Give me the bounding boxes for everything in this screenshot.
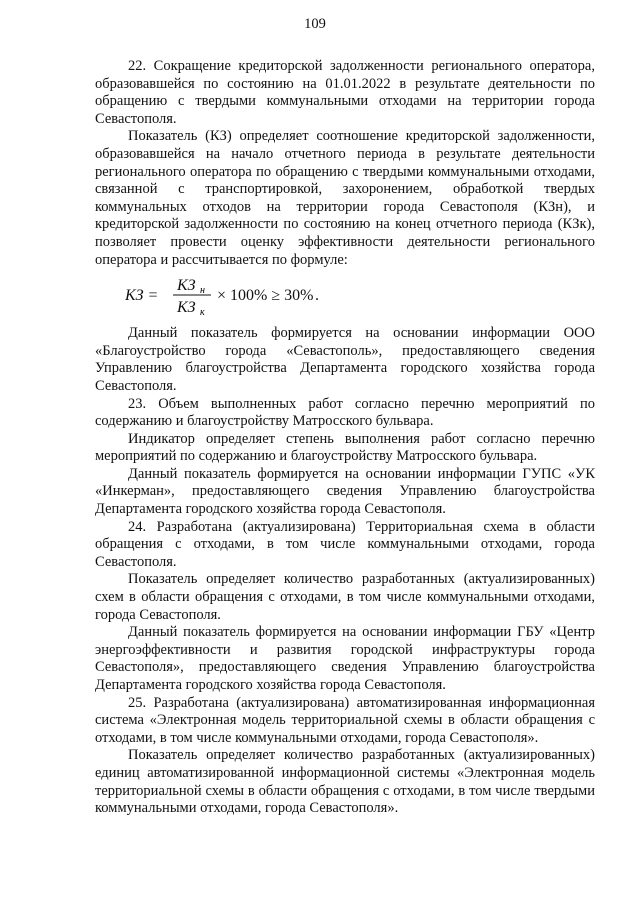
paragraph-item-25-title: 25. Разработана (актуализирована) автоматизированная информационная система «Электронная модель территориальной схемы в области обращения с отходами, в том числе коммунальными отходами, города Севастополя».: [95, 694, 595, 746]
paragraph-data-source-24: Данный показатель формируется на основании информации ГБУ «Центр энергоэффективности и развития городской инфраструктуры города Севастополя», предоставляющего сведения Управлению благоустройства Департамента городского хозяйства города Севастополя.: [95, 624, 595, 693]
paragraph-indicator-25: Показатель определяет количество разработанных (актуализированных) единиц автоматизированной информационной системы «Электронная модель территориальной схемы в области обращения с отходами, в том числе твердыми коммунальными отходами, города Севастополя».: [95, 747, 595, 817]
page-number: 109: [304, 16, 326, 32]
paragraph-item-24-title: 24. Разработана (актуализирована) Территориальная схема в области обращения с отходами, в том числе коммунальными отходами, города Севастополя.: [95, 518, 595, 570]
paragraph-data-source-23: Данный показатель формируется на основании информации ГУПС «УК «Инкерман», предоставляющего сведения Управлению благоустройства Департамента городского хозяйства города Севастополя.: [95, 465, 595, 518]
formula-graphic: [125, 271, 385, 321]
formula-lhs: КЗ =: [125, 287, 159, 305]
paragraph-item-22-title: 22. Сокращение кредиторской задолженности регионального оператора, образовавшейся по состоянию на 01.01.2022 в результате деятельности по обращению с твердыми коммунальными отходами на территории города Севастополя.: [95, 58, 595, 127]
paragraph-kz-definition: Показатель (КЗ) определяет соотношение кредиторской задолженности, образовавшейся на начало отчетного периода в результате деятельности регионального оператора по обращению с твердыми коммунальными отходами, связанной с транспортировкой, захоронением, обработкой твердых коммунальных отходов на территории города Севастополя (КЗн), и кредиторской задолженности по состоянию на конец отчетного периода (КЗк), позволяет провести оценку эффективности деятельности регионального оператора и рассчитывается по формуле:: [95, 128, 595, 268]
formula-kz: [95, 271, 595, 321]
formula-end: .: [315, 287, 319, 305]
formula-rhs: × 100% ≥ 30%: [217, 287, 314, 305]
paragraph-item-23-title: 23. Объем выполненных работ согласно перечню мероприятий по содержанию и благоустройству Матросского бульвара.: [95, 395, 595, 430]
formula-denominator: КЗ: [177, 299, 196, 317]
formula-denominator-sub: к: [200, 307, 205, 319]
formula-numerator: КЗ: [177, 277, 196, 295]
paragraph-indicator-24: Показатель определяет количество разработанных (актуализированных) схем в области обращения с отходами, в том числе коммунальными отходами, города Севастополя.: [95, 571, 595, 623]
paragraph-indicator-23: Индикатор определяет степень выполнения работ согласно перечню мероприятий по содержанию и благоустройству Матросского бульвара.: [95, 430, 595, 465]
formula-numerator-sub: н: [200, 285, 205, 297]
document-body: [95, 58, 595, 818]
paragraph-data-source-22: Данный показатель формируется на основании информации ООО «Благоустройство города «Севастополь», предоставляющего сведения Управлению благоустройства Департамента городского хозяйства города Севастополя.: [95, 325, 595, 394]
